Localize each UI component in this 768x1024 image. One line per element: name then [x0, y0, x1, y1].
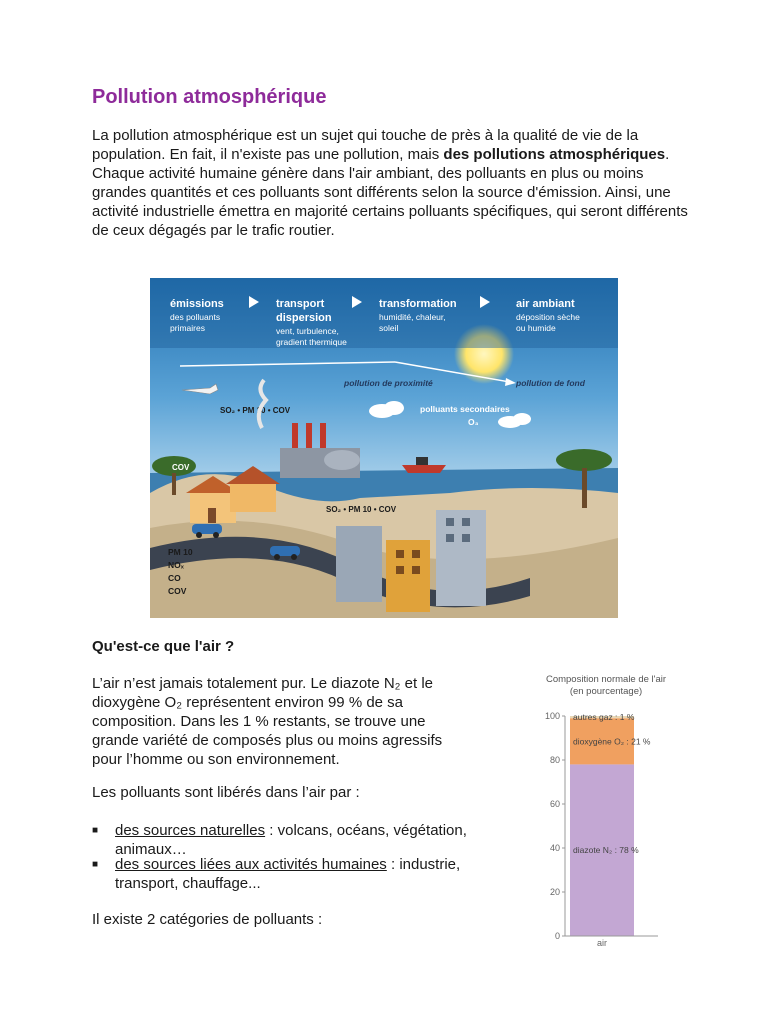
- chart-subtitle: (en pourcentage): [569, 686, 643, 697]
- step2-sub2: gradient thermique: [276, 337, 347, 347]
- step4-title: air ambiant: [516, 298, 575, 310]
- step1-title: émissions: [170, 298, 224, 310]
- y-tick-label: 60: [549, 799, 560, 809]
- intro-bold: des pollutions atmosphériques: [443, 146, 666, 163]
- categories-text: Il existe 2 catégories de polluants :: [92, 911, 323, 928]
- industry-label: SO₂ • PM 10 • COV: [220, 406, 291, 415]
- air-paragraph-line: grande variété de composés plus ou moins agressifs: [92, 732, 443, 749]
- air-paragraph-line: L’air n’est jamais totalement pur. Le diazote N₂ et le: [92, 675, 434, 692]
- intro-paragraph: [92, 126, 692, 240]
- traffic-pollutant: NOₓ: [168, 560, 184, 570]
- y-tick-label: 80: [549, 755, 560, 765]
- air-paragraph-line: composition. Dans les 1 % restants, se trouve une: [92, 713, 426, 730]
- y-tick-label: 0: [554, 931, 560, 941]
- bullet-icon: ■: [92, 859, 99, 870]
- intro-text-1: La pollution atmosphérique est un sujet qui touche de près à la qualité de vie de la population. En fait, il n'existe pas une pollution, mais: [92, 127, 639, 163]
- chart-title: Composition normale de l'air: [545, 674, 667, 685]
- bullet-text: : industrie,: [386, 856, 461, 873]
- step2-title2: dispersion: [276, 312, 332, 324]
- air-paragraph-line: pour l’homme ou son environnement.: [92, 751, 340, 768]
- bullet-text: animaux…: [115, 841, 187, 858]
- air-composition-chart: [522, 668, 690, 948]
- y-tick-label: 40: [549, 843, 560, 853]
- bullet-text: : volcans, océans, végétation,: [265, 822, 467, 839]
- natural-sources-link[interactable]: des sources naturelles: [115, 822, 266, 839]
- step3-sub1: humidité, chaleur,: [379, 312, 446, 322]
- traffic-pollutant: PM 10: [168, 547, 193, 557]
- x-tick-label: air: [596, 938, 608, 948]
- air-paragraph: [92, 674, 507, 769]
- segment-label: dioxygène O₂ : 21 %: [573, 736, 651, 747]
- y-tick-label: 100: [544, 711, 560, 721]
- traffic-pollutant: COV: [168, 586, 187, 596]
- segment-label: autres gaz : 1 %: [573, 712, 635, 722]
- segment-label: diazote N₂ : 78 %: [573, 845, 639, 856]
- section-heading: Qu'est-ce que l'air ?: [92, 638, 235, 655]
- pollution-illustration: [150, 278, 618, 618]
- city-label: SO₂ • PM 10 • COV: [326, 505, 397, 514]
- step3-title: transformation: [379, 298, 457, 310]
- y-tick-label: 20: [549, 887, 560, 897]
- step4-sub1: déposition sèche: [516, 312, 580, 322]
- air-paragraph-line: dioxygène O₂ représentent environ 99 % de sa: [92, 694, 404, 711]
- intro-text-2: . Chaque activité humaine génère dans l'air ambiant, des polluants en plus ou moins grandes quantités et ces polluants sont différents selon la source d'émission. Ainsi, une activité industrielle émettra en majorité certains polluants spécifiques, qui seront différents de ceux dégagés par le trafic routier.: [92, 146, 688, 239]
- traffic-pollutant: CO: [168, 573, 181, 583]
- bullet-icon: ■: [92, 825, 99, 836]
- cov-label: COV: [172, 463, 190, 472]
- step4-sub2: ou humide: [516, 323, 556, 333]
- bullet-text: transport, chauffage...: [115, 875, 261, 892]
- human-sources-link[interactable]: des sources liées aux activités humaines: [115, 856, 387, 873]
- step2-sub1: vent, turbulence,: [276, 326, 339, 336]
- proximity-label: pollution de proximité: [344, 378, 433, 388]
- secondary-label: polluants secondaires: [420, 404, 510, 414]
- step1-sub2: primaires: [170, 323, 205, 333]
- page-title: Pollution atmosphérique: [92, 86, 327, 108]
- secondary-sub: O₃: [468, 417, 479, 427]
- step3-sub2: soleil: [379, 323, 399, 333]
- background-label: pollution de fond: [516, 378, 585, 388]
- sources-intro: Les polluants sont libérés dans l’air par :: [92, 784, 360, 801]
- step1-sub1: des polluants: [170, 312, 221, 322]
- step2-title: transport: [276, 298, 325, 310]
